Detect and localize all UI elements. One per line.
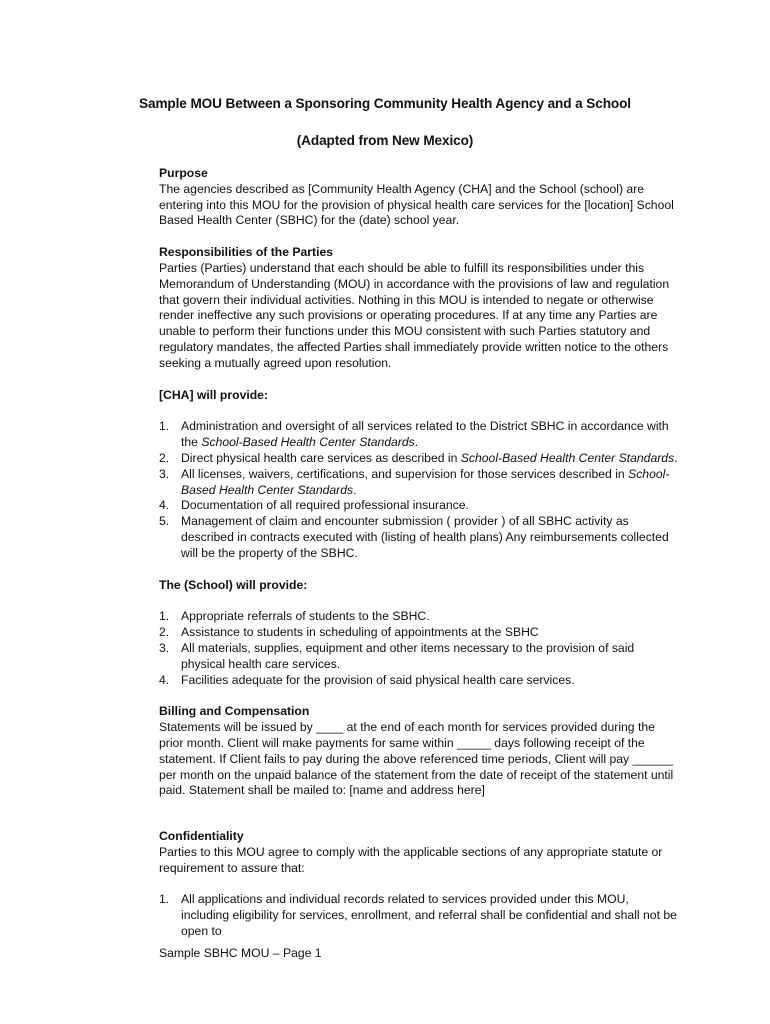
document-subtitle: (Adapted from New Mexico) bbox=[296, 133, 474, 148]
billing-section bbox=[159, 704, 679, 799]
school-heading: The (School) will provide: bbox=[159, 577, 308, 592]
list-number: 2. bbox=[159, 625, 170, 640]
list-number: 1. bbox=[159, 419, 170, 434]
list-number: 4. bbox=[159, 498, 170, 513]
list-text-end: . bbox=[414, 435, 419, 450]
confidentiality-list bbox=[159, 892, 679, 939]
responsibilities-heading: Responsibilities of the Parties bbox=[159, 245, 334, 260]
list-text: Documentation of all required professional insurance. bbox=[181, 498, 469, 513]
list-number: 5. bbox=[159, 514, 170, 529]
confidentiality-heading: Confidentiality bbox=[159, 829, 244, 844]
list-text-italic: School-Based Health Center Standards bbox=[460, 450, 675, 465]
document-body bbox=[159, 166, 679, 940]
list-text: All materials, supplies, equipment and other items necessary to the provision of said physical health care services. bbox=[181, 640, 635, 671]
list-number: 4. bbox=[159, 672, 170, 687]
list-text: All licenses, waivers, certifications, and supervision for those services described in bbox=[181, 466, 629, 481]
purpose-heading: Purpose bbox=[159, 166, 208, 180]
list-text-end: . bbox=[353, 482, 357, 497]
list-text: All applications and individual records related to services provided under this MOU, including eligibility for services, enrollment, and referral shall be confidential and shall not be open to bbox=[181, 892, 677, 939]
list-text-italic: School-Based Health Center Standards bbox=[181, 466, 670, 497]
confidentiality-section bbox=[159, 829, 679, 876]
page-footer: Sample SBHC MOU – Page 1 bbox=[159, 946, 322, 960]
list-text: Administration and oversight of all services related to the District SBHC in accordance with the bbox=[181, 419, 669, 450]
billing-heading: Billing and Compensation bbox=[159, 704, 310, 719]
list-number: 2. bbox=[159, 450, 170, 465]
list-text: Assistance to students in scheduling of appointments at the SBHC bbox=[181, 625, 539, 640]
list-item bbox=[159, 514, 679, 561]
cha-list bbox=[159, 419, 679, 561]
list-text: Direct physical health care services as described in bbox=[181, 450, 461, 465]
cha-heading: [CHA] will provide: bbox=[159, 387, 269, 402]
list-text: Appropriate referrals of students to the SBHC. bbox=[181, 609, 430, 624]
list-item bbox=[159, 467, 679, 499]
list-text-italic: School-Based Health Center Standards bbox=[201, 435, 415, 450]
list-item bbox=[159, 419, 679, 451]
responsibilities-text: Parties (Parties) understand that each should be able to fulfill its responsibilities under this Memorandum of Understanding (MOU) in accordance with the provisions of law and regulation that govern their individual activities. Nothing in this MOU is intended to negate or otherwise render ineffective any such provisions or operating procedures. If at any time any Parties are unable to perform their functions under this MOU consistent with such Parties statutory and regulatory mandates, the affected Parties shall immediately provide written notice to the others seeking a mutually agreed upon resolution. bbox=[159, 260, 670, 370]
purpose-section bbox=[159, 166, 679, 229]
list-number: 3. bbox=[159, 466, 170, 481]
list-item bbox=[159, 641, 679, 673]
purpose-text: The agencies described as [Community Health Agency (CHA] and the School (school) are entering into this MOU for the provision of physical health care services for the [location] School Based Health Center (SBHC) for the (date) school year. bbox=[159, 181, 674, 228]
list-number: 1. bbox=[159, 609, 170, 624]
list-item bbox=[159, 625, 679, 641]
list-number: 1. bbox=[159, 892, 170, 907]
responsibilities-section bbox=[159, 245, 679, 371]
list-text: Facilities adequate for the provision of said physical health care services. bbox=[181, 672, 575, 687]
list-item bbox=[159, 892, 679, 939]
list-text-end: . bbox=[674, 450, 678, 465]
list-item bbox=[159, 451, 679, 467]
list-number: 3. bbox=[159, 640, 170, 655]
document-title: Sample MOU Between a Sponsoring Community Health Agency and a School bbox=[139, 96, 631, 111]
confidentiality-text: Parties to this MOU agree to comply with the applicable sections of any appropriate statute or requirement to assure that: bbox=[159, 844, 663, 875]
list-item bbox=[159, 673, 679, 689]
billing-text: Statements will be issued by ____ at the end of each month for services provided during the prior month. Client will make payments for same within _____ days following receipt of the statement. If Client fails to pay during the above referenced time periods, Client will pay ______ per month on the unpaid balance of the statement from the date of receipt of the statement until paid. Statement shall be mailed to: [name and address here] bbox=[159, 720, 674, 798]
list-item bbox=[159, 498, 679, 514]
school-list bbox=[159, 609, 679, 688]
list-item bbox=[159, 609, 679, 625]
list-text: Management of claim and encounter submission ( provider ) of all SBHC activity as described in contracts executed with (listing of health plans) Any reimbursements collected will be the property of the SBHC. bbox=[181, 514, 669, 560]
